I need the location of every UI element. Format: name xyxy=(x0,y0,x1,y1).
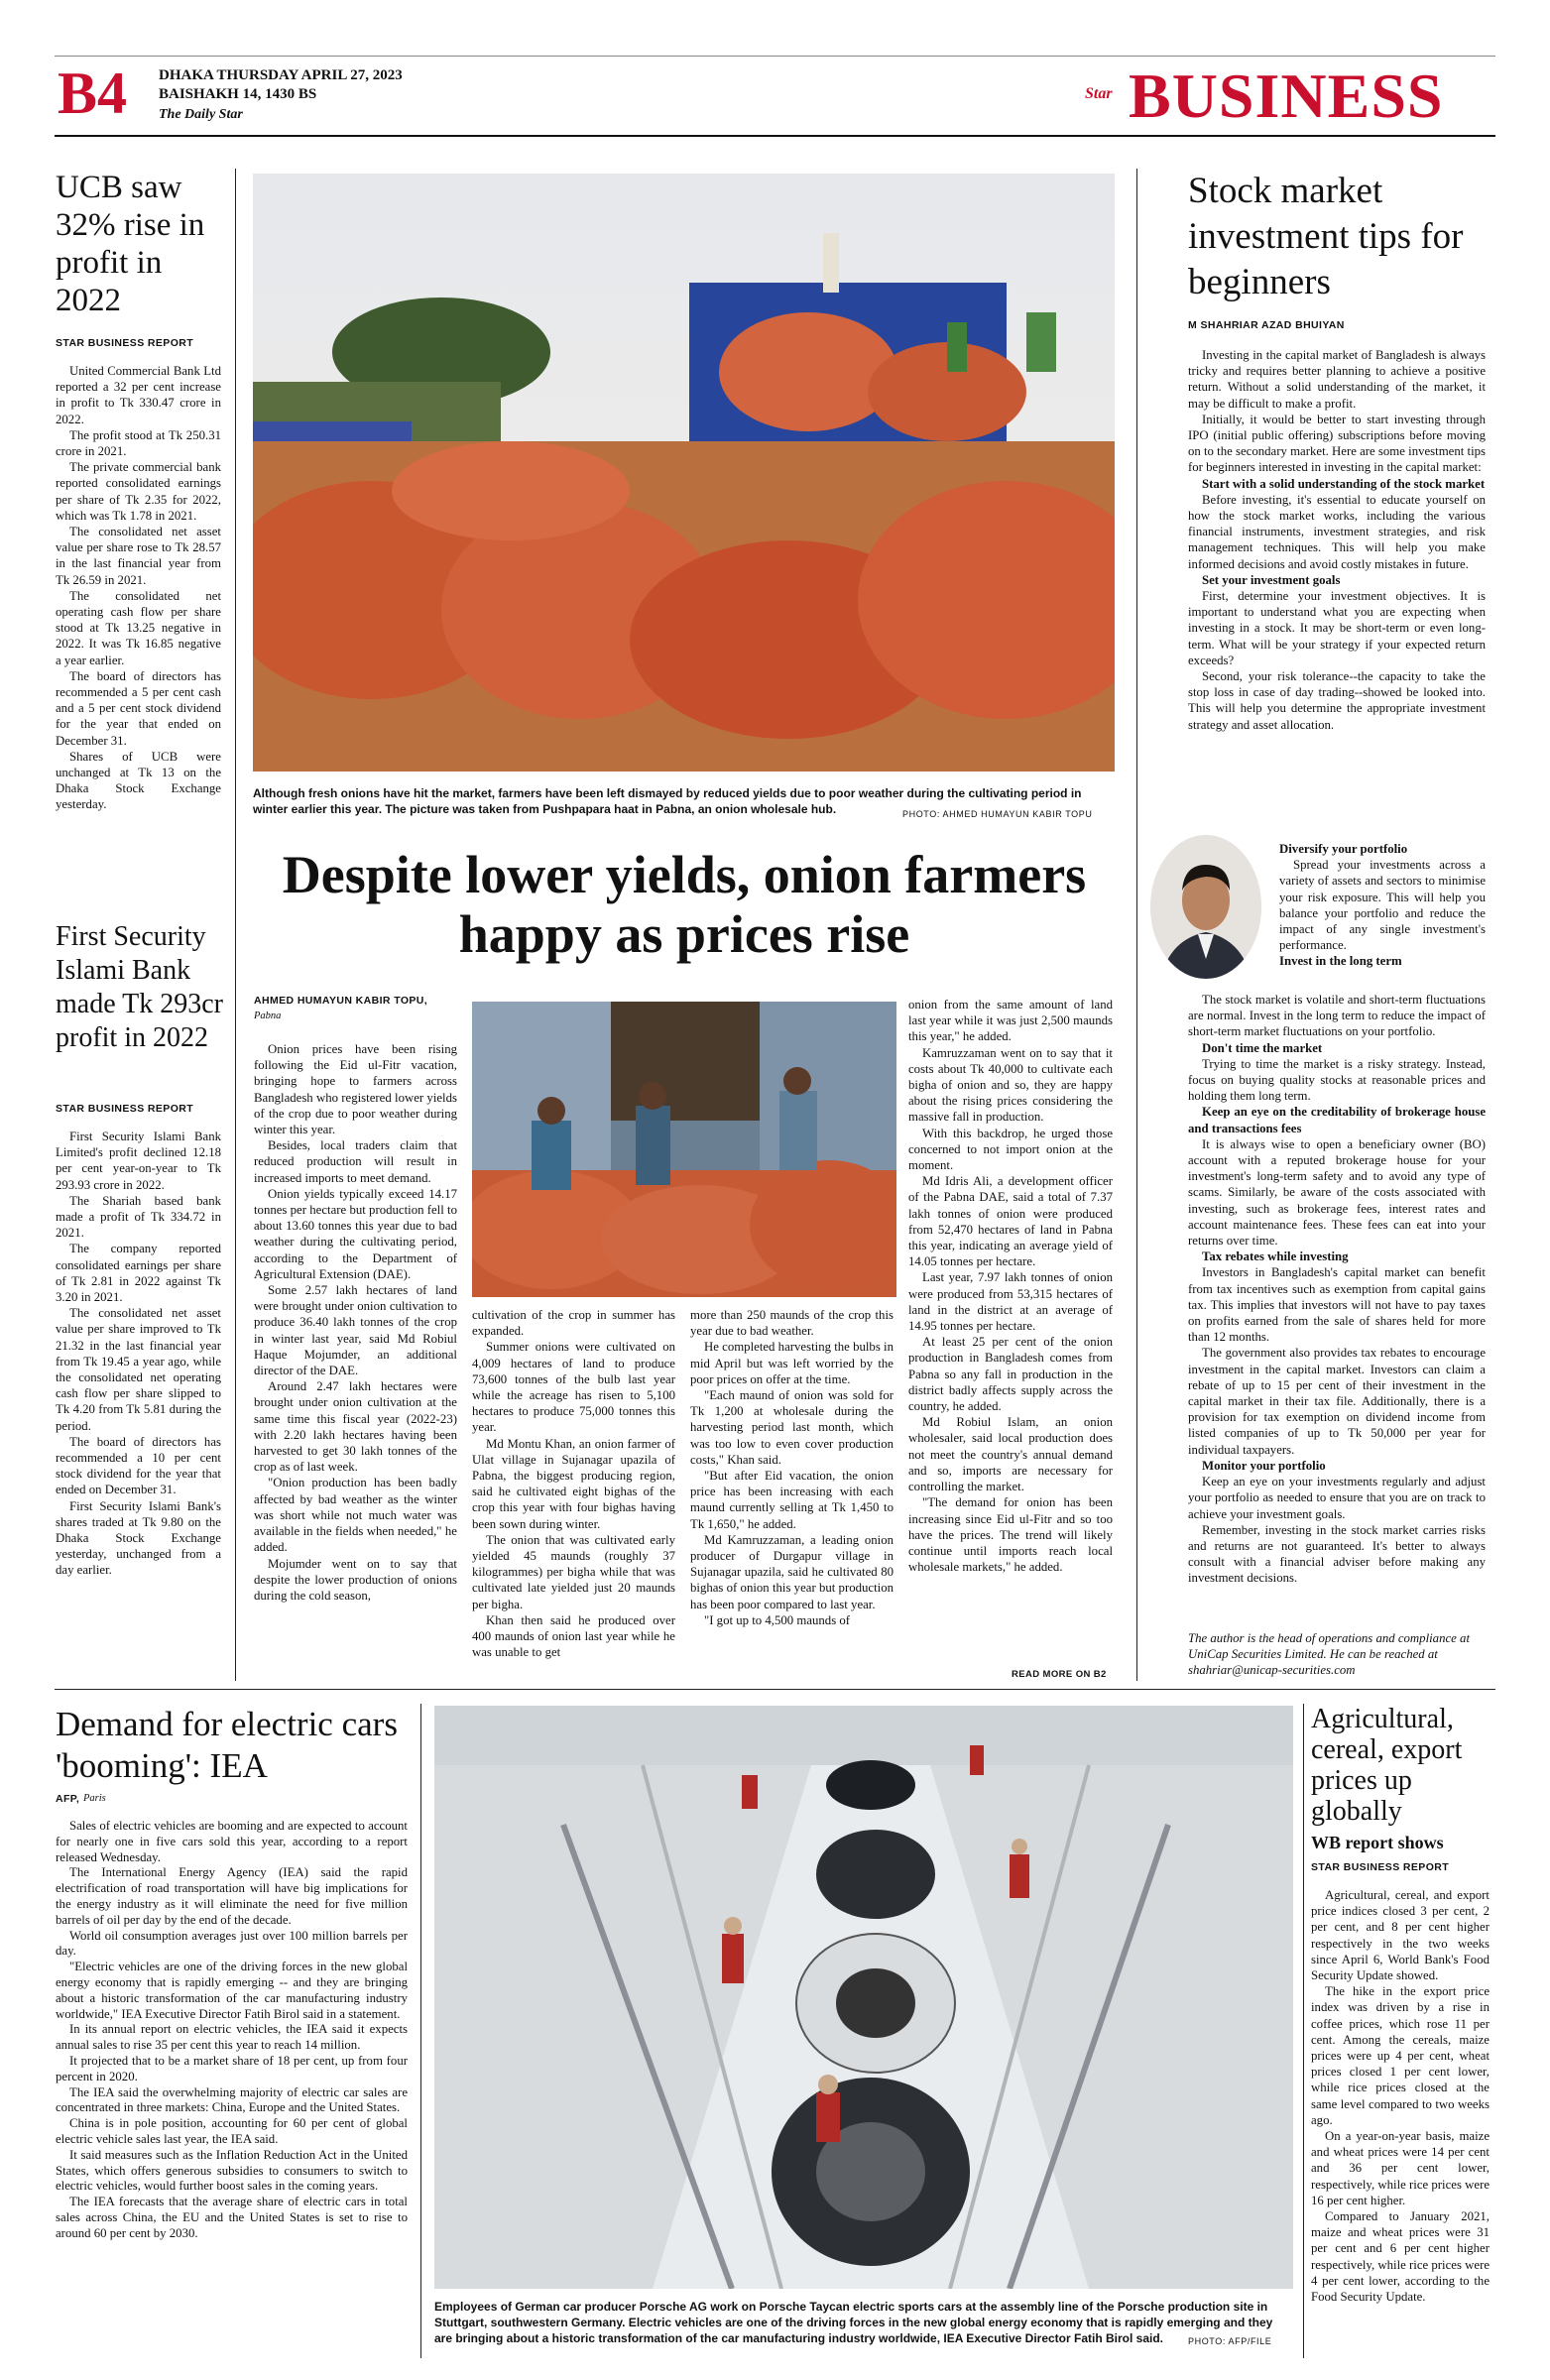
fsib-para: The consolidated net asset value per share improved to Tk 21.32 in the last financial year from Tk 19.45 a year ago, while the consolidated net operating cash flow per share slipped to Tk 4.20 from Tk 5.81 during the period. xyxy=(56,1306,221,1433)
onion-byline: AHMED HUMAYUN KABIR TOPU, xyxy=(254,995,428,1007)
onion-para: Md Montu Khan, an onion farmer of Ulat village in Sujanagar upazila of Pabna, the biggest producing region, said he cultivated eight bighas of the crop this year with four bighas having been sown during winter. xyxy=(472,1436,675,1531)
stock-para: Investors in Bangladesh's capital market can benefit from tax incentives such as exemption from capital gains tax. This implies that investors will not have to pay taxes on profits earned from the sale of shares held for more than 12 months. xyxy=(1188,1265,1486,1345)
stock-body-wrap xyxy=(1279,841,1486,970)
stock-para: It is always wise to open a beneficiary owner (BO) account with a reputed brokerage house for your investment's long-term safety and to avoid any type of scams. Similarly, be aware of the costs associated with investing, such as brokerage fees, interest rates and account maintenance fees. These fees can eat into your returns over time. xyxy=(1188,1136,1486,1249)
stock-subhead: Invest in the long term xyxy=(1279,954,1402,969)
stock-para: Trying to time the market is a risky strategy. Instead, focus on buying quality stocks at reasonable prices and holding them long term. xyxy=(1188,1056,1486,1104)
stock-para: Initially, it would be better to start investing through IPO (initial public offering) subscriptions before moving on to the secondary market. Here are some investment tips for beginners interested in investing in the capital market: xyxy=(1188,412,1486,475)
stock-para: Keep an eye on your investments regularly and adjust your portfolio as needed to ensure that you are on track to achieve your investment goals. xyxy=(1188,1475,1486,1521)
fsib-para: First Security Islami Bank's shares traded at Tk 9.80 on the Dhaka Stock Exchange yesterday, unchanged from a day earlier. xyxy=(56,1498,221,1578)
masthead-paper-name: The Daily Star xyxy=(159,107,243,122)
agri-subhead: WB report shows xyxy=(1311,1833,1444,1852)
ucb-para: The consolidated net operating cash flow per share stood at Tk 13.25 negative in 2022. It was Tk 16.85 negative a year earlier. xyxy=(56,588,221,667)
onion-para: "But after Eid vacation, the onion price has been increasing with each maund currently selling at Tk 1,450 to Tk 1,650," he added. xyxy=(690,1469,894,1531)
onion-para: Besides, local traders claim that reduced production will result in increased imports to meet demand. xyxy=(254,1138,457,1185)
onion-para: Some 2.57 lakh hectares of land were brought under onion cultivation to produce 36.40 lakh tonnes of the crop in winter last year, said Md Robiul Haque Mojumder, an additional director of the DAE. xyxy=(254,1283,457,1378)
fsib-para: First Security Islami Bank Limited's profit declined 12.18 per cent year-on-year to Tk 293.93 crore in 2022. xyxy=(56,1130,221,1192)
ev-para: It said measures such as the Inflation Reduction Act in the United States, which offers generous subsidies to consumers to switch to electric vehicles, would further boost sales in the coming years. xyxy=(56,2147,408,2194)
stock-para: Investing in the capital market of Bangladesh is always tricky and requires better planning to achieve a positive return. Without a solid understanding of the market, it may be difficult to make a profit. xyxy=(1188,348,1486,411)
stock-body-bottom xyxy=(1188,992,1486,1587)
stock-byline: M SHAHRIAR AZAD BHUIYAN xyxy=(1188,319,1345,331)
fsib-body xyxy=(56,1129,221,1579)
onion-para: onion from the same amount of land last year while it was just 2,500 maunds this year," he added. xyxy=(908,998,1113,1044)
onion-para: Md Idris Ali, a development officer of the Pabna DAE, said a total of 7.37 lakh tonnes of onion were produced from 52,470 hectares of land in Pabna this year, indicating an average yield of 14.05 tonnes per hectare. xyxy=(908,1174,1113,1269)
ucb-para: The consolidated net asset value per share rose to Tk 28.57 in the last financial year from Tk 26.59 in 2021. xyxy=(56,525,221,587)
onion-para: The onion that was cultivated early yielded 45 maunds (roughly 37 kilogrammes) per bigha while that was cultivated late yielded just 20 maunds per bigha. xyxy=(472,1532,675,1611)
porsche-photo-caption: Employees of German car producer Porsche AG work on Porsche Taycan electric sports cars at the assembly line of the Porsche production site in Stuttgart, southwestern Germany. Electric vehicles are one of the driving forces in the new global energy economy that is rapidly emerging and they are bringing about a historic transformation of the car manufacturing industry worldwide, IEA Executive Director Fatih Birol said. xyxy=(434,2300,1273,2345)
masthead-dateline: DHAKA THURSDAY APRIL 27, 2023 xyxy=(159,67,403,83)
onion-para: "I got up to 4,500 maunds of xyxy=(704,1612,851,1627)
stock-para: Second, your risk tolerance--the capacity to take the stop loss in case of day trading--showed be looked into. This will help you determine the appropriate investment strategy and asset allocation. xyxy=(1188,669,1486,732)
agri-byline: STAR BUSINESS REPORT xyxy=(1311,1861,1450,1873)
fsib-headline: First Security Islami Bank made Tk 293cr profit in 2022 xyxy=(56,921,223,1053)
ucb-body xyxy=(56,363,221,813)
ev-para: "Electric vehicles are one of the driving forces in the new global energy economy that is rapidly emerging -- and they are bringing about a historic transformation of the car manufacturing industry worldwide," IEA Executive Director Fatih Birol said in a statement. xyxy=(56,1960,408,2021)
onion-warehouse-photo xyxy=(472,1002,896,1297)
left-column-rule xyxy=(235,169,236,1681)
ev-para: Sales of electric vehicles are booming and are expected to account for nearly one in five cars sold this year, according to a report released Wednesday. xyxy=(56,1819,408,1864)
agri-para: Agricultural, cereal, and export price indices closed 3 per cent, 2 per cent, and 8 per cent higher respectively in the two weeks since April 6, World Bank's Food Security Update showed. xyxy=(1311,1888,1490,1983)
ev-para: China is in pole position, accounting for 60 per cent of global electric vehicle sales last year, the IEA said. xyxy=(56,2116,408,2146)
onion-para: "Each maund of onion was sold for Tk 1,200 at wholesale during the harvesting period last month, which was too low to even cover production costs," Khan said. xyxy=(690,1388,894,1467)
stock-para: The stock market is volatile and short-term fluctuations are normal. Invest in the long term to reduce the impact of short-term market fluctuations on your portfolio. xyxy=(1188,993,1486,1039)
ucb-para: Shares of UCB were unchanged at Tk 13 on the Dhaka Stock Exchange yesterday. xyxy=(56,749,221,812)
onion-para: Summer onions were cultivated on 4,009 hectares of land to produce 73,600 tonnes of the bulb last year while the acreage has risen to 5,100 hectares to produce 75,000 tonnes this year. xyxy=(472,1340,675,1435)
stock-para: Before investing, it's essential to educate yourself on how the stock market works, including the various financial instruments, investment strategies, and risk management techniques. This will help you make informed decisions and avoid costly mistakes in future. xyxy=(1188,492,1486,571)
onion-photo-credit: PHOTO: AHMED HUMAYUN KABIR TOPU xyxy=(902,809,1093,819)
stock-subhead: Don't time the market xyxy=(1202,1040,1323,1055)
onion-para: Onion prices have been rising following the Eid ul-Fitr vacation, bringing hope to farmers across Bangladesh who registered lower yields of the crop due to poor weather during winter this year. xyxy=(254,1042,457,1137)
stock-subhead: Monitor your portfolio xyxy=(1202,1458,1326,1473)
onion-para: more than 250 maunds of the crop this year due to bad weather. xyxy=(690,1308,894,1339)
stock-subhead: Diversify your portfolio xyxy=(1279,842,1408,856)
right-column-rule xyxy=(1136,169,1137,1681)
onion-col-3 xyxy=(690,1307,894,1628)
top-rule xyxy=(55,56,1495,57)
stock-subhead: Tax rebates while investing xyxy=(1202,1250,1349,1264)
onion-para: With this backdrop, he urged those concerned to not import onion at the moment. xyxy=(908,1126,1113,1173)
porsche-assembly-photo xyxy=(434,1706,1293,2289)
ev-body xyxy=(56,1819,408,2242)
ucb-para: The profit stood at Tk 250.31 crore in 2021. xyxy=(56,427,221,459)
page-code: B4 xyxy=(58,60,128,126)
onion-para: "Onion production has been badly affected by bad weather as the winter was short while not much water was available in the fields when needed," he added. xyxy=(254,1476,457,1555)
bottom-section-rule xyxy=(55,1689,1495,1690)
ev-para: World oil consumption averages just over 100 million barrels per day. xyxy=(56,1928,408,1959)
porsche-photo-credit: PHOTO: AFP/FILE xyxy=(1188,2336,1272,2346)
onion-para: cultivation of the crop in summer has expanded. xyxy=(472,1308,675,1339)
onion-headline: Despite lower yields, onion farmers happy as prices rise xyxy=(282,845,1087,964)
stock-para: Spread your investments across a variety of assets and sectors to minimise your risk exposure. This will help you balance your portfolio and reduce the impact of any single investment's performance. xyxy=(1279,858,1486,953)
stock-para: First, determine your investment objectives. It is important to understand what you are expecting when investing in a stock. It may be short-term or even long-term. What will be your strategy if your expected return exceeds? xyxy=(1188,589,1486,667)
ev-para: The IEA said the overwhelming majority of electric car sales are concentrated in three markets: China, Europe and the United States. xyxy=(56,2084,408,2115)
onion-photo-caption: Although fresh onions have hit the market, farmers have been left dismayed by reduced yields due to poor weather during the cultivating period in winter earlier this year. The picture was taken from Pushpapara haat in Pabna, an onion wholesale hub. xyxy=(253,786,1082,816)
stock-para: Remember, investing in the stock market carries risks and returns are not guaranteed. It's better to always consult with a financial adviser before making any investment decisions. xyxy=(1188,1522,1486,1586)
ucb-headline: UCB saw 32% rise in profit in 2022 xyxy=(56,170,205,318)
onion-para: Md Robiul Islam, an onion wholesaler, said local production does not meet the country's annual demand and so, imports are necessary for controlling the market. xyxy=(908,1415,1113,1494)
agri-body xyxy=(1311,1887,1490,2305)
onion-para: He completed harvesting the bulbs in mid April but was left worried by the poor prices on offer at the time. xyxy=(690,1340,894,1386)
onion-para: Md Kamruzzaman, a leading onion producer of Durgapur village in Sujanagar upazila, said he cultivated 80 bighas of onion this year but production has been poor compared to last year. xyxy=(690,1532,894,1611)
onion-market-photo xyxy=(253,174,1115,772)
stock-body-top xyxy=(1188,347,1486,733)
onion-para: Khan then said he produced over 400 maunds of onion last year while he was unable to get xyxy=(472,1612,675,1660)
fsib-byline: STAR BUSINESS REPORT xyxy=(56,1103,194,1115)
ev-para: The International Energy Agency (IEA) said the rapid electrification of road transportation will have big implications for the energy industry as it will eliminate the need for five million barrels of oil per day by the end of the decade. xyxy=(56,1865,408,1927)
stock-subhead: Keep an eye on the creditability of brokerage house and transactions fees xyxy=(1188,1105,1486,1135)
fsib-para: The Shariah based bank made a profit of Tk 334.72 in 2021. xyxy=(56,1193,221,1241)
ucb-para: United Commercial Bank Ltd reported a 32 per cent increase in profit to Tk 330.47 crore in 2022. xyxy=(56,364,221,426)
stock-para: The government also provides tax rebates to encourage investment in the capital market. Investors can claim a rebate of up to 15 per cent of their investment in the capital market in their tax file. Additionally, there is a provision for tax exemption on dividend income from listed companies of up to Tk 50,000 per year for individual taxpayers. xyxy=(1188,1346,1486,1457)
agri-para: Compared to January 2021, maize and wheat prices were 31 per cent and 6 per cent higher respectively, while rice prices were 4 per cent lower, according to the Food Security Update. xyxy=(1311,2209,1490,2305)
onion-para: "The demand for onion has been increasing since Eid ul-Fitr and so too have the prices. The trend will likely continue until imports reach local wholesale markets," he added. xyxy=(908,1495,1113,1575)
stock-subhead: Set your investment goals xyxy=(1202,572,1341,587)
masthead-bangla-date: BAISHAKH 14, 1430 BS xyxy=(159,86,317,102)
ev-column-rule xyxy=(420,1704,421,2358)
onion-para: Last year, 7.97 lakh tonnes of onion were produced from 53,315 hectares of land in the district at an average of 14.95 tonnes per hectare. xyxy=(908,1270,1113,1334)
author-portrait xyxy=(1150,835,1261,979)
ucb-byline: STAR BUSINESS REPORT xyxy=(56,337,194,349)
stock-author-note: The author is the head of operations and compliance at UniCap Securities Limited. He can be reached at shahriar@unicap-securities.com xyxy=(1188,1631,1470,1677)
agri-column-rule xyxy=(1303,1704,1304,2358)
agri-headline: Agricultural, cereal, export prices up globally xyxy=(1311,1704,1463,1827)
ucb-para: The private commercial bank reported consolidated earnings per share of Tk 2.35 for 2022, which was Tk 1.78 in 2021. xyxy=(56,460,221,523)
onion-col-4 xyxy=(908,997,1113,1575)
ev-headline: Demand for electric cars 'booming': IEA xyxy=(56,1705,398,1785)
ev-para: It projected that to be a market share of 18 per cent, up from four percent in 2020. xyxy=(56,2053,408,2083)
ucb-para: The board of directors has recommended a 5 per cent cash and a 5 per cent stock dividend for the year that ended on December 31. xyxy=(56,668,221,748)
section-star-logo: Star xyxy=(1085,85,1113,102)
onion-para: Onion yields typically exceed 14.17 tonnes per hectare but production fell to about 13.60 tonnes this year due to bad weather during the cultivating period, according to the Department of Agricultural Extension (DAE). xyxy=(254,1186,457,1281)
onion-para: Mojumder went on to say that despite the lower production of onions during the cold season, xyxy=(254,1556,457,1603)
section-title: BUSINESS xyxy=(1129,60,1444,131)
ev-byline: AFP, xyxy=(56,1793,80,1805)
stock-headline: Stock market investment tips for beginners xyxy=(1188,171,1464,302)
agri-para: The hike in the export price index was driven by a rise in coffee prices, which rose 11 per cent. Among the cereals, maize prices were up 4 per cent, wheat prices closed 1 per cent lower, while rice prices closed at the same level compared to two weeks ago. xyxy=(1311,1984,1490,2127)
fsib-para: The board of directors has recommended a 10 per cent stock dividend for the year that ended on December 31. xyxy=(56,1434,221,1497)
onion-para: Kamruzzaman went on to say that it costs about Tk 40,000 to cultivate each bigha of onion and so, they are happy about the rising prices considering the massive fall in production. xyxy=(908,1045,1113,1125)
ev-para: The IEA forecasts that the average share of electric cars in total sales across China, the EU and the United States is set to rise to around 60 per cent by 2030. xyxy=(56,2195,408,2240)
onion-read-more[interactable]: READ MORE ON B2 xyxy=(1012,1669,1107,1680)
masthead-rule xyxy=(55,135,1495,137)
onion-col-2 xyxy=(472,1307,675,1660)
fsib-para: The company reported consolidated earnings per share of Tk 2.81 in 2022 against Tk 3.20 in 2021. xyxy=(56,1242,221,1305)
agri-para: On a year-on-year basis, maize and wheat prices were 14 per cent and 36 per cent lower, respectively, while rice prices were 16 per cent higher. xyxy=(1311,2129,1490,2207)
onion-para: Around 2.47 lakh hectares were brought under onion cultivation at the same time this fiscal year (2022-23) with 2.20 lakh hectares having been harvested to get 30 lakh tonnes of the crop as of last week. xyxy=(254,1379,457,1475)
stock-subhead: Start with a solid understanding of the stock market xyxy=(1202,476,1486,491)
ev-dateline: Paris xyxy=(83,1793,106,1804)
ev-para: In its annual report on electric vehicles, the IEA said it expects annual sales to rise 35 per cent this year to reach 14 million. xyxy=(56,2022,408,2053)
onion-dateline: Pabna xyxy=(254,1011,282,1021)
onion-col-1 xyxy=(254,1041,457,1604)
onion-para: At least 25 per cent of the onion production in Bangladesh comes from Pabna so any fall in production in the district badly affects supply across the country, he added. xyxy=(908,1335,1113,1414)
